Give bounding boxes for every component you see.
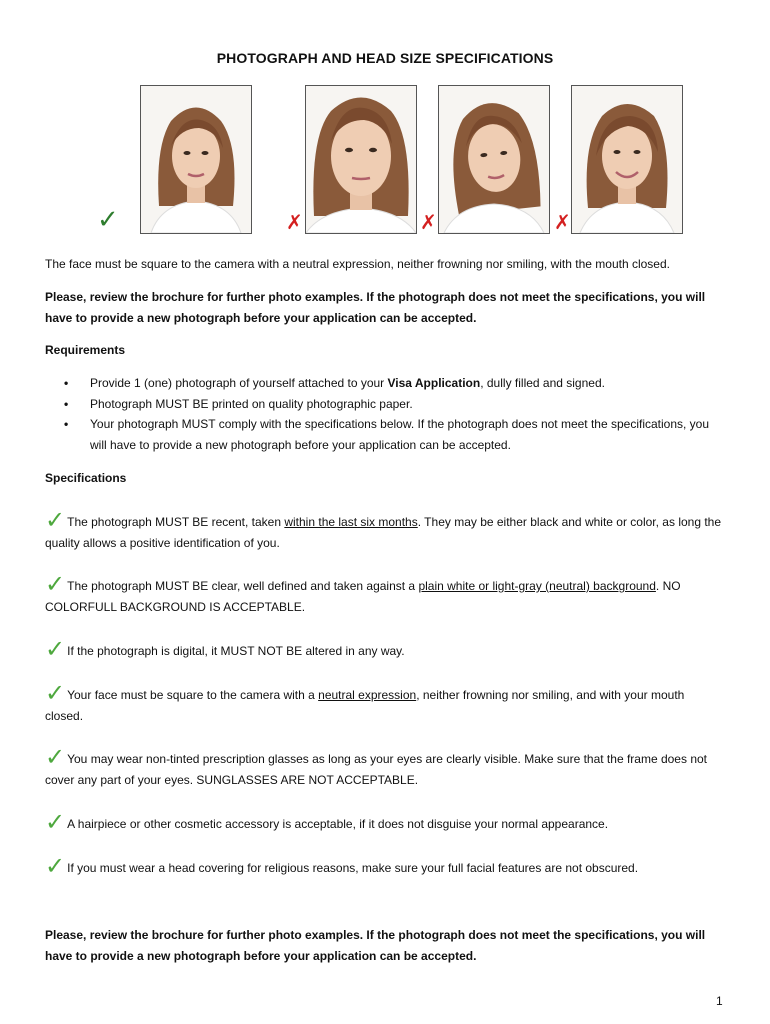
spec-text: The photograph MUST BE clear, well defined and taken against a xyxy=(67,579,419,593)
check-icon: ✓ xyxy=(45,744,66,771)
requirement-text: , dully filled and signed. xyxy=(480,376,605,390)
check-icon: ✓ xyxy=(45,507,66,534)
spec-text: , neither frowning nor smiling, and with your mouth closed. xyxy=(45,688,685,723)
check-icon: ✓ xyxy=(45,853,66,880)
example-photo-incorrect-3 xyxy=(571,85,683,234)
intro-text: The face must be square to the camera with a neutral expression, neither frowning nor smiling, with the mouth closed. xyxy=(45,257,670,271)
requirement-text: Your photograph MUST comply with the specifications below. If the photograph does not meet the specifications, you will have to provide a new photograph before your application can be accepted. xyxy=(90,417,710,452)
spec-text: . NO COLORFULL BACKGROUND IS ACCEPTABLE. xyxy=(45,579,681,614)
spec-item-head-covering xyxy=(45,853,725,880)
page-number: 1 xyxy=(716,994,723,1008)
review-notice: Please, review the brochure for further photo examples. If the photograph does not meet the specifications, you will have to provide a new photograph before your application can be accepted. xyxy=(45,290,706,325)
check-icon: ✓ xyxy=(45,680,66,707)
spec-item-expression xyxy=(45,680,725,726)
requirement-item xyxy=(60,373,720,394)
spec-text: A hairpiece or other cosmetic accessory is acceptable, if it does not disguise your normal appearance. xyxy=(67,817,609,831)
visa-application-label: Visa Application xyxy=(387,376,481,390)
cross-icon-incorrect-3: ✗ xyxy=(554,212,571,234)
check-icon: ✓ xyxy=(45,809,66,836)
spec-text: Your face must be square to the camera with a xyxy=(67,688,319,702)
spec-text: . They may be either black and white or color, as long the quality allows a positive identification of you. xyxy=(45,515,722,550)
spec-item-background xyxy=(45,571,725,617)
check-icon: ✓ xyxy=(45,571,66,598)
cross-icon-incorrect-1: ✗ xyxy=(286,212,303,234)
closing-notice: Please, review the brochure for further photo examples. If the photograph does not meet the specifications, you will have to provide a new photograph before your application can be accepted. xyxy=(45,928,706,963)
spec-underlined: within the last six months xyxy=(284,515,418,529)
requirement-text: Photograph MUST BE printed on quality photographic paper. xyxy=(90,396,413,411)
spec-underlined: neutral expression xyxy=(318,688,417,702)
cross-icon-incorrect-2: ✗ xyxy=(420,212,437,234)
example-photo-incorrect-2 xyxy=(438,85,550,234)
check-icon-correct: ✓ xyxy=(97,204,119,234)
spec-text: If the photograph is digital, it MUST NOT BE altered in any way. xyxy=(67,644,405,658)
requirements-list xyxy=(60,373,720,455)
requirement-item xyxy=(60,414,720,455)
spec-text: If you must wear a head covering for religious reasons, make sure your full facial features are not obscured. xyxy=(67,861,639,875)
page-title: PHOTOGRAPH AND HEAD SIZE SPECIFICATIONS xyxy=(216,50,554,66)
requirement-item xyxy=(60,394,720,415)
example-photo-incorrect-1 xyxy=(305,85,417,234)
check-icon: ✓ xyxy=(45,636,66,663)
bullet-icon: • xyxy=(64,396,69,411)
example-photo-correct xyxy=(140,85,252,234)
requirement-text: Provide 1 (one) photograph of yourself attached to your xyxy=(90,376,388,390)
spec-text: The photograph MUST BE recent, taken xyxy=(67,515,285,529)
spec-item-recent xyxy=(45,507,725,553)
bullet-icon: • xyxy=(64,376,69,390)
spec-underlined: plain white or light-gray (neutral) background xyxy=(418,579,656,593)
spec-text: You may wear non-tinted prescription glasses as long as your eyes are clearly visible. Make sure that the frame does not cover any part of your eyes. SUNGLASSES ARE NOT ACCEPTABLE. xyxy=(45,752,707,787)
spec-item-digital xyxy=(45,636,725,663)
spec-item-glasses xyxy=(45,744,725,790)
bullet-icon: • xyxy=(64,417,69,431)
specifications-heading: Specifications xyxy=(45,471,127,485)
requirements-heading: Requirements xyxy=(45,343,126,357)
spec-item-hairpiece xyxy=(45,809,725,836)
